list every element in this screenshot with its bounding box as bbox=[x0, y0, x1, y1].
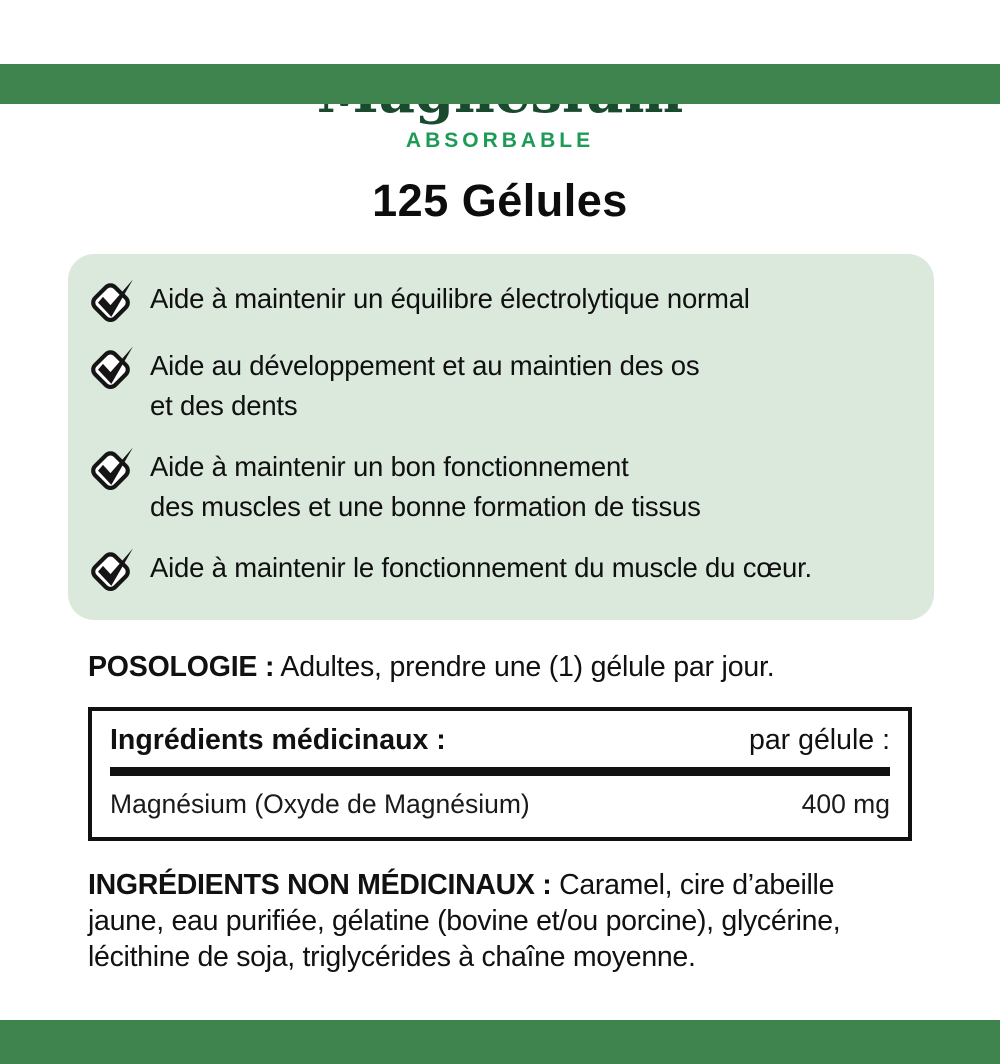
posology-text: Adultes, prendre une (1) gélule par jour. bbox=[274, 650, 775, 683]
per-capsule-label: par gélule : bbox=[748, 723, 890, 756]
checkmark-icon bbox=[88, 445, 138, 493]
checkmark-icon bbox=[88, 546, 138, 594]
bottom-green-bar bbox=[0, 1020, 1000, 1064]
benefit-row bbox=[88, 279, 910, 325]
medicinal-ingredients-table bbox=[88, 707, 912, 841]
posology-label: POSOLOGIE : bbox=[88, 650, 275, 683]
benefit-row bbox=[88, 548, 910, 594]
benefit-row bbox=[88, 346, 910, 426]
table-divider-rule bbox=[110, 767, 890, 776]
benefit-text: Aide à maintenir le fonctionnement du muscle du cœur. bbox=[150, 551, 812, 583]
medicinal-header-label: Ingrédients médicinaux : bbox=[110, 723, 446, 756]
checkmark-icon bbox=[88, 344, 138, 392]
benefit-text: Aide à maintenir un équilibre électrolytique normal bbox=[150, 282, 750, 314]
non-medicinal-text: Caramel, cire d’abeille jaune, eau purifiée, gélatine (bovine et/ou porcine), glycérine, lécithine de soja, triglycérides à chaîne moyenne. bbox=[88, 868, 841, 973]
medicinal-table-header bbox=[110, 724, 890, 757]
capsule-count: 125 Gélules bbox=[372, 174, 628, 226]
top-green-bar bbox=[0, 64, 1000, 104]
table-row bbox=[110, 789, 890, 820]
ingredient-amount: 400 mg bbox=[801, 788, 890, 819]
ingredient-name: Magnésium (Oxyde de Magnésium) bbox=[110, 788, 530, 819]
non-medicinal-label: INGRÉDIENTS NON MÉDICINAUX : bbox=[88, 868, 552, 901]
benefits-box bbox=[68, 254, 934, 620]
posology-line bbox=[88, 651, 912, 684]
non-medicinal-ingredients bbox=[88, 868, 912, 976]
benefit-text: Aide à maintenir un bon fonctionnement des muscles et une bonne formation de tissus bbox=[150, 450, 701, 522]
checkmark-icon bbox=[88, 277, 138, 325]
product-subtitle: ABSORBABLE bbox=[405, 128, 595, 152]
benefit-text: Aide au développement et au maintien des os et des dents bbox=[150, 349, 700, 421]
benefit-row bbox=[88, 447, 910, 527]
